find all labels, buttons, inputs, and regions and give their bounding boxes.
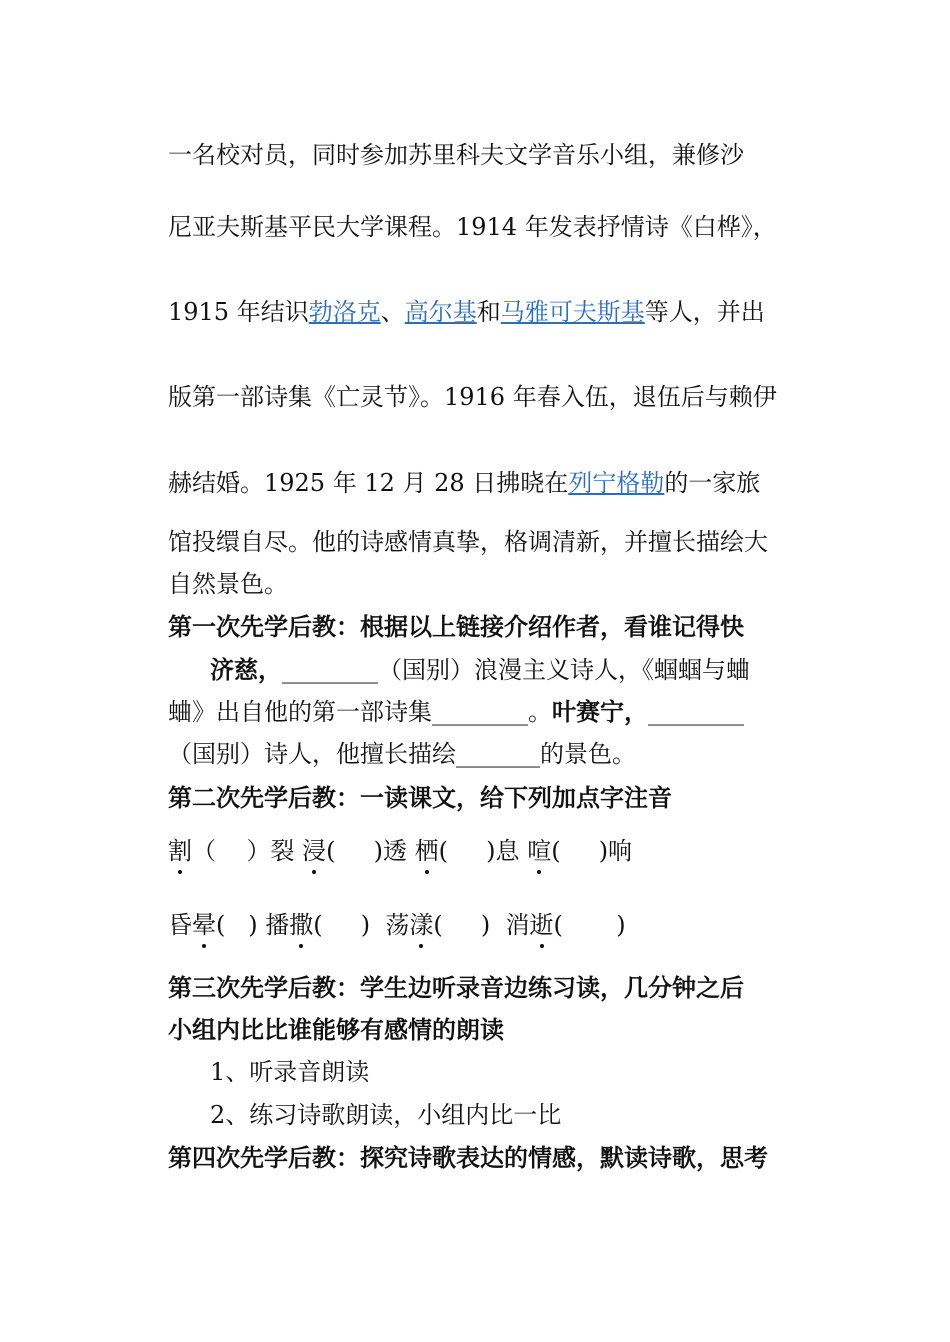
pinyin-blank: ( ) 消 bbox=[433, 911, 530, 939]
link-blok[interactable]: 勃洛克 bbox=[308, 298, 381, 326]
step3-item-2: 2、练习诗歌朗读，小组内比一比 bbox=[210, 1101, 562, 1129]
step1-line-1 bbox=[210, 655, 750, 685]
keats-label: 济慈， bbox=[210, 655, 282, 684]
dotted-char: 栖 bbox=[414, 837, 439, 865]
link-mayakovsky[interactable]: 马雅可夫斯基 bbox=[500, 298, 645, 326]
link-leningrad[interactable]: 列宁格勒 bbox=[568, 469, 665, 497]
pinyin-blank: ( )响 bbox=[551, 837, 633, 865]
pinyin-row-1 bbox=[168, 836, 632, 866]
step3-heading-1: 第三次先学后教：学生边听录音边练习读，几分钟之后 bbox=[168, 973, 744, 1002]
step4-heading: 第四次先学后教：探究诗歌表达的情感，默读诗歌，思考 bbox=[168, 1143, 768, 1172]
link-gorky[interactable]: 高尔基 bbox=[404, 298, 477, 326]
bio-text: 和 bbox=[476, 298, 501, 326]
step3-heading-2: 小组内比比谁能够有感情的朗读 bbox=[168, 1015, 504, 1044]
bio-text: 1915 年结识 bbox=[168, 298, 309, 326]
dotted-char: 撒 bbox=[289, 911, 314, 939]
bio-line-3 bbox=[168, 297, 765, 327]
dotted-char: 晕 bbox=[192, 911, 216, 939]
pinyin-blank: ( ) 荡 bbox=[313, 911, 410, 939]
pinyin-blank: ( )息 bbox=[438, 837, 520, 865]
step2-heading: 第二次先学后教：一读课文，给下列加点字注音 bbox=[168, 783, 672, 812]
step1-heading: 第一次先学后教：根据以上链接介绍作者，看谁记得快 bbox=[168, 612, 744, 641]
pinyin-blank: ( ) bbox=[553, 911, 626, 939]
dotted-char: 漾 bbox=[409, 911, 434, 939]
plain-char: 昏 bbox=[168, 911, 192, 939]
dotted-char: 浸 bbox=[302, 837, 327, 865]
bio-text: 等人，并出 bbox=[644, 298, 765, 326]
bio-line-2: 尼亚夫斯基平民大学课程。1914 年发表抒情诗《白桦》， bbox=[168, 213, 777, 241]
fill-text: 蛐》出自他的第一部诗集________。 bbox=[168, 698, 552, 726]
bio-line-1: 一名校对员，同时参加苏里科夫文学音乐小组，兼修沙 bbox=[168, 141, 744, 169]
yesenin-label: 叶赛宁， bbox=[552, 697, 648, 726]
pinyin-blank: ( )透 bbox=[326, 837, 408, 865]
bio-line-5 bbox=[168, 468, 760, 498]
pinyin-blank: ( ) 播 bbox=[216, 911, 290, 939]
pinyin-blank: （ ）裂 bbox=[192, 837, 295, 865]
bio-line-7: 自然景色。 bbox=[168, 570, 288, 598]
fill-text: ________ bbox=[648, 698, 744, 726]
bio-line-4: 版第一部诗集《亡灵节》。1916 年春入伍，退伍后与赖伊 bbox=[168, 383, 777, 411]
bio-text: 赫结婚。1925 年 12 月 28 日拂晓在 bbox=[168, 469, 569, 497]
bio-text: 、 bbox=[380, 298, 405, 326]
pinyin-row-2 bbox=[168, 910, 626, 940]
dotted-char: 喧 bbox=[527, 837, 552, 865]
dotted-char: 割 bbox=[168, 837, 192, 865]
bio-text: 的一家旅 bbox=[664, 469, 761, 497]
step1-line-3: （国别）诗人，他擅长描绘_______的景色。 bbox=[168, 740, 636, 768]
fill-text: ________（国别）浪漫主义诗人，《蝈蝈与蛐 bbox=[282, 656, 750, 684]
bio-line-6: 馆投缳自尽。他的诗感情真挚，格调清新，并擅长描绘大 bbox=[168, 528, 768, 556]
step3-item-1: 1、听录音朗读 bbox=[210, 1058, 370, 1086]
step1-line-2 bbox=[168, 697, 744, 727]
dotted-char: 逝 bbox=[529, 911, 554, 939]
